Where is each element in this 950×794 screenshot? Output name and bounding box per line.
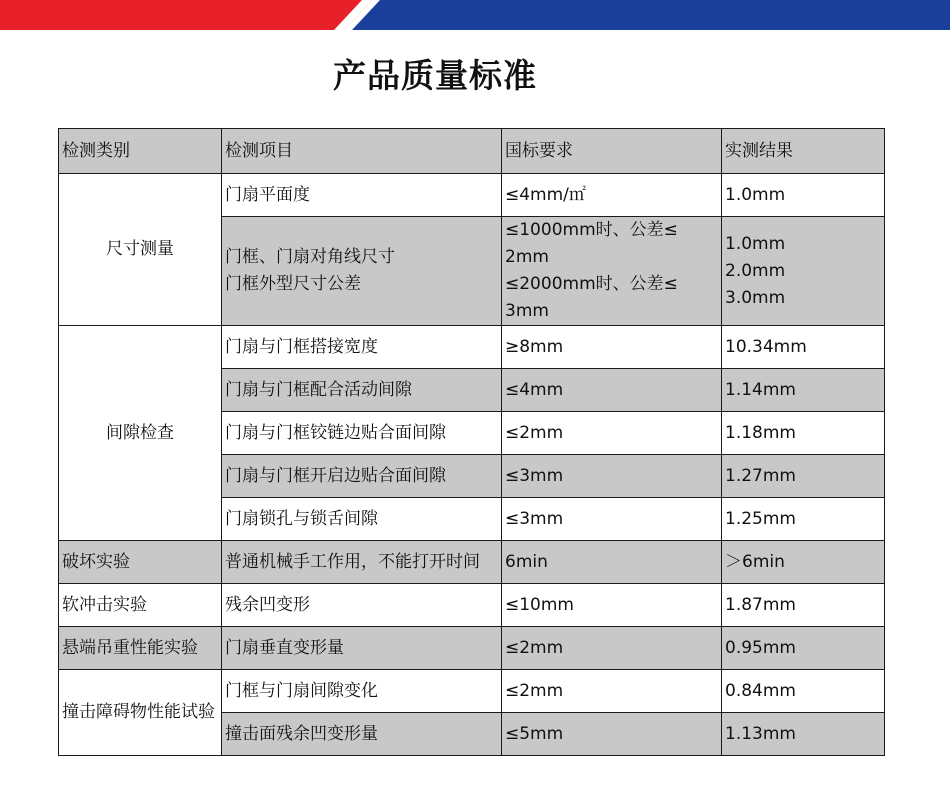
item-cell: 门框与门扇间隙变化 [222, 670, 502, 713]
header-category: 检测类别 [59, 129, 222, 174]
standard-cell: ≤10mm [502, 584, 722, 627]
result-cell: 1.25mm [722, 498, 885, 541]
result-cell: 0.95mm [722, 627, 885, 670]
quality-standard-table [58, 128, 885, 756]
standard-line: ≤1000mm时、公差≤ [505, 220, 678, 240]
header-result: 实测结果 [722, 129, 885, 174]
category-destruct: 破坏实验 [59, 541, 222, 584]
header-banner [0, 0, 950, 30]
item-cell: 门扇锁孔与锁舌间隙 [222, 498, 502, 541]
standard-cell: ≤2mm [502, 670, 722, 713]
result-line: 3.0mm [725, 287, 786, 308]
header-item: 检测项目 [222, 129, 502, 174]
result-line: 2.0mm [725, 260, 786, 281]
item-cell [222, 217, 502, 326]
item-cell: 门扇平面度 [222, 174, 502, 217]
category-gap: 间隙检查 [59, 326, 222, 541]
result-cell: 1.14mm [722, 369, 885, 412]
item-cell: 门扇与门框开启边贴合面间隙 [222, 455, 502, 498]
result-cell: ＞6min [722, 541, 885, 584]
result-cell: 1.0mm [722, 174, 885, 217]
result-cell: 1.87mm [722, 584, 885, 627]
table-row [59, 541, 885, 584]
standard-cell: ≤4mm/㎡ [502, 174, 722, 217]
standard-cell [502, 217, 722, 326]
table-row [59, 326, 885, 369]
item-cell: 普通机械手工作用，不能打开时间 [222, 541, 502, 584]
standard-cell: ≤3mm [502, 498, 722, 541]
standard-cell: ≤5mm [502, 713, 722, 756]
standard-line: ≤2000mm时、公差≤ [505, 274, 678, 294]
result-cell: 1.13mm [722, 713, 885, 756]
table-row [59, 670, 885, 713]
standard-cell: ≤2mm [502, 627, 722, 670]
item-cell: 残余凹变形 [222, 584, 502, 627]
standard-cell: ≤3mm [502, 455, 722, 498]
result-cell: 10.34mm [722, 326, 885, 369]
standard-cell: ≤4mm [502, 369, 722, 412]
category-size: 尺寸测量 [59, 174, 222, 326]
standard-cell: 6min [502, 541, 722, 584]
standard-cell: ≥8mm [502, 326, 722, 369]
standard-cell: ≤2mm [502, 412, 722, 455]
standard-line: 2mm [505, 247, 549, 267]
category-obstacle-impact: 撞击障碍物性能试验 [59, 670, 222, 756]
item-cell: 门扇与门框搭接宽度 [222, 326, 502, 369]
result-cell: 0.84mm [722, 670, 885, 713]
result-cell [722, 217, 885, 326]
standard-line: 3mm [505, 301, 549, 321]
banner-red-stripe [0, 0, 372, 30]
result-cell: 1.18mm [722, 412, 885, 455]
table-row [59, 627, 885, 670]
item-cell: 撞击面残余凹变形量 [222, 713, 502, 756]
result-cell: 1.27mm [722, 455, 885, 498]
result-line: 1.0mm [725, 233, 786, 254]
category-hang-load: 悬端吊重性能实验 [59, 627, 222, 670]
category-soft-impact: 软冲击实验 [59, 584, 222, 627]
item-cell: 门扇与门框配合活动间隙 [222, 369, 502, 412]
page-title: 产品质量标准 [333, 56, 537, 95]
table-row [59, 584, 885, 627]
table-row [59, 174, 885, 217]
header-standard: 国标要求 [502, 129, 722, 174]
item-cell: 门扇垂直变形量 [222, 627, 502, 670]
item-line: 门框、门扇对角线尺寸 [225, 247, 395, 267]
item-cell: 门扇与门框铰链边贴合面间隙 [222, 412, 502, 455]
banner-blue-stripe [352, 0, 950, 30]
table-header-row [59, 129, 885, 174]
item-line: 门框外型尺寸公差 [225, 274, 361, 294]
